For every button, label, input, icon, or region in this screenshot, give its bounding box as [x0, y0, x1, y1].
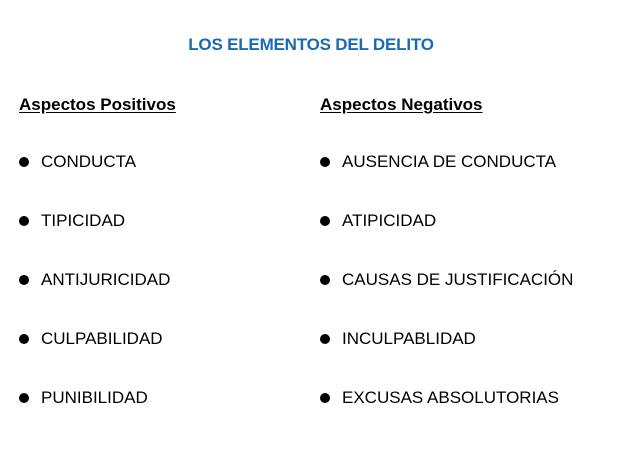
bullet-icon: [320, 393, 330, 403]
bullet-icon: [19, 334, 29, 344]
negative-aspects-heading: Aspectos Negativos: [320, 95, 483, 114]
list-item-label: CONDUCTA: [41, 152, 137, 171]
list-item: [19, 151, 170, 210]
positive-aspects-heading: Aspectos Positivos: [19, 95, 176, 114]
bullet-icon: [320, 334, 330, 344]
list-item: [320, 387, 573, 446]
list-item-label: ATIPICIDAD: [342, 211, 437, 230]
bullet-icon: [320, 275, 330, 285]
list-item: [320, 151, 573, 210]
list-item-label: EXCUSAS ABSOLUTORIAS: [342, 388, 559, 407]
list-item-label: ANTIJURICIDAD: [41, 270, 171, 289]
list-item: [19, 269, 170, 328]
negative-aspects-list: [320, 151, 573, 446]
list-item-label: INCULPABLIDAD: [342, 329, 476, 348]
bullet-icon: [320, 216, 330, 226]
bullet-icon: [19, 157, 29, 167]
list-item: [19, 210, 170, 269]
list-item: [320, 328, 573, 387]
positive-aspects-list: [19, 151, 170, 446]
list-item: [19, 387, 170, 446]
negative-aspects-column: [320, 94, 574, 407]
list-item: [320, 269, 573, 328]
list-item-label: AUSENCIA DE CONDUCTA: [342, 152, 557, 171]
page-title: LOS ELEMENTOS DEL DELITO: [188, 35, 434, 54]
positive-aspects-column: [19, 94, 176, 407]
bullet-icon: [19, 393, 29, 403]
list-item-label: CULPABILIDAD: [41, 329, 163, 348]
list-item: [19, 328, 170, 387]
list-item-label: TIPICIDAD: [41, 211, 126, 230]
bullet-icon: [19, 216, 29, 226]
list-item: [320, 210, 573, 269]
bullet-icon: [320, 157, 330, 167]
list-item-label: CAUSAS DE JUSTIFICACIÓN: [342, 270, 574, 289]
list-item-label: PUNIBILIDAD: [41, 388, 148, 407]
bullet-icon: [19, 275, 29, 285]
